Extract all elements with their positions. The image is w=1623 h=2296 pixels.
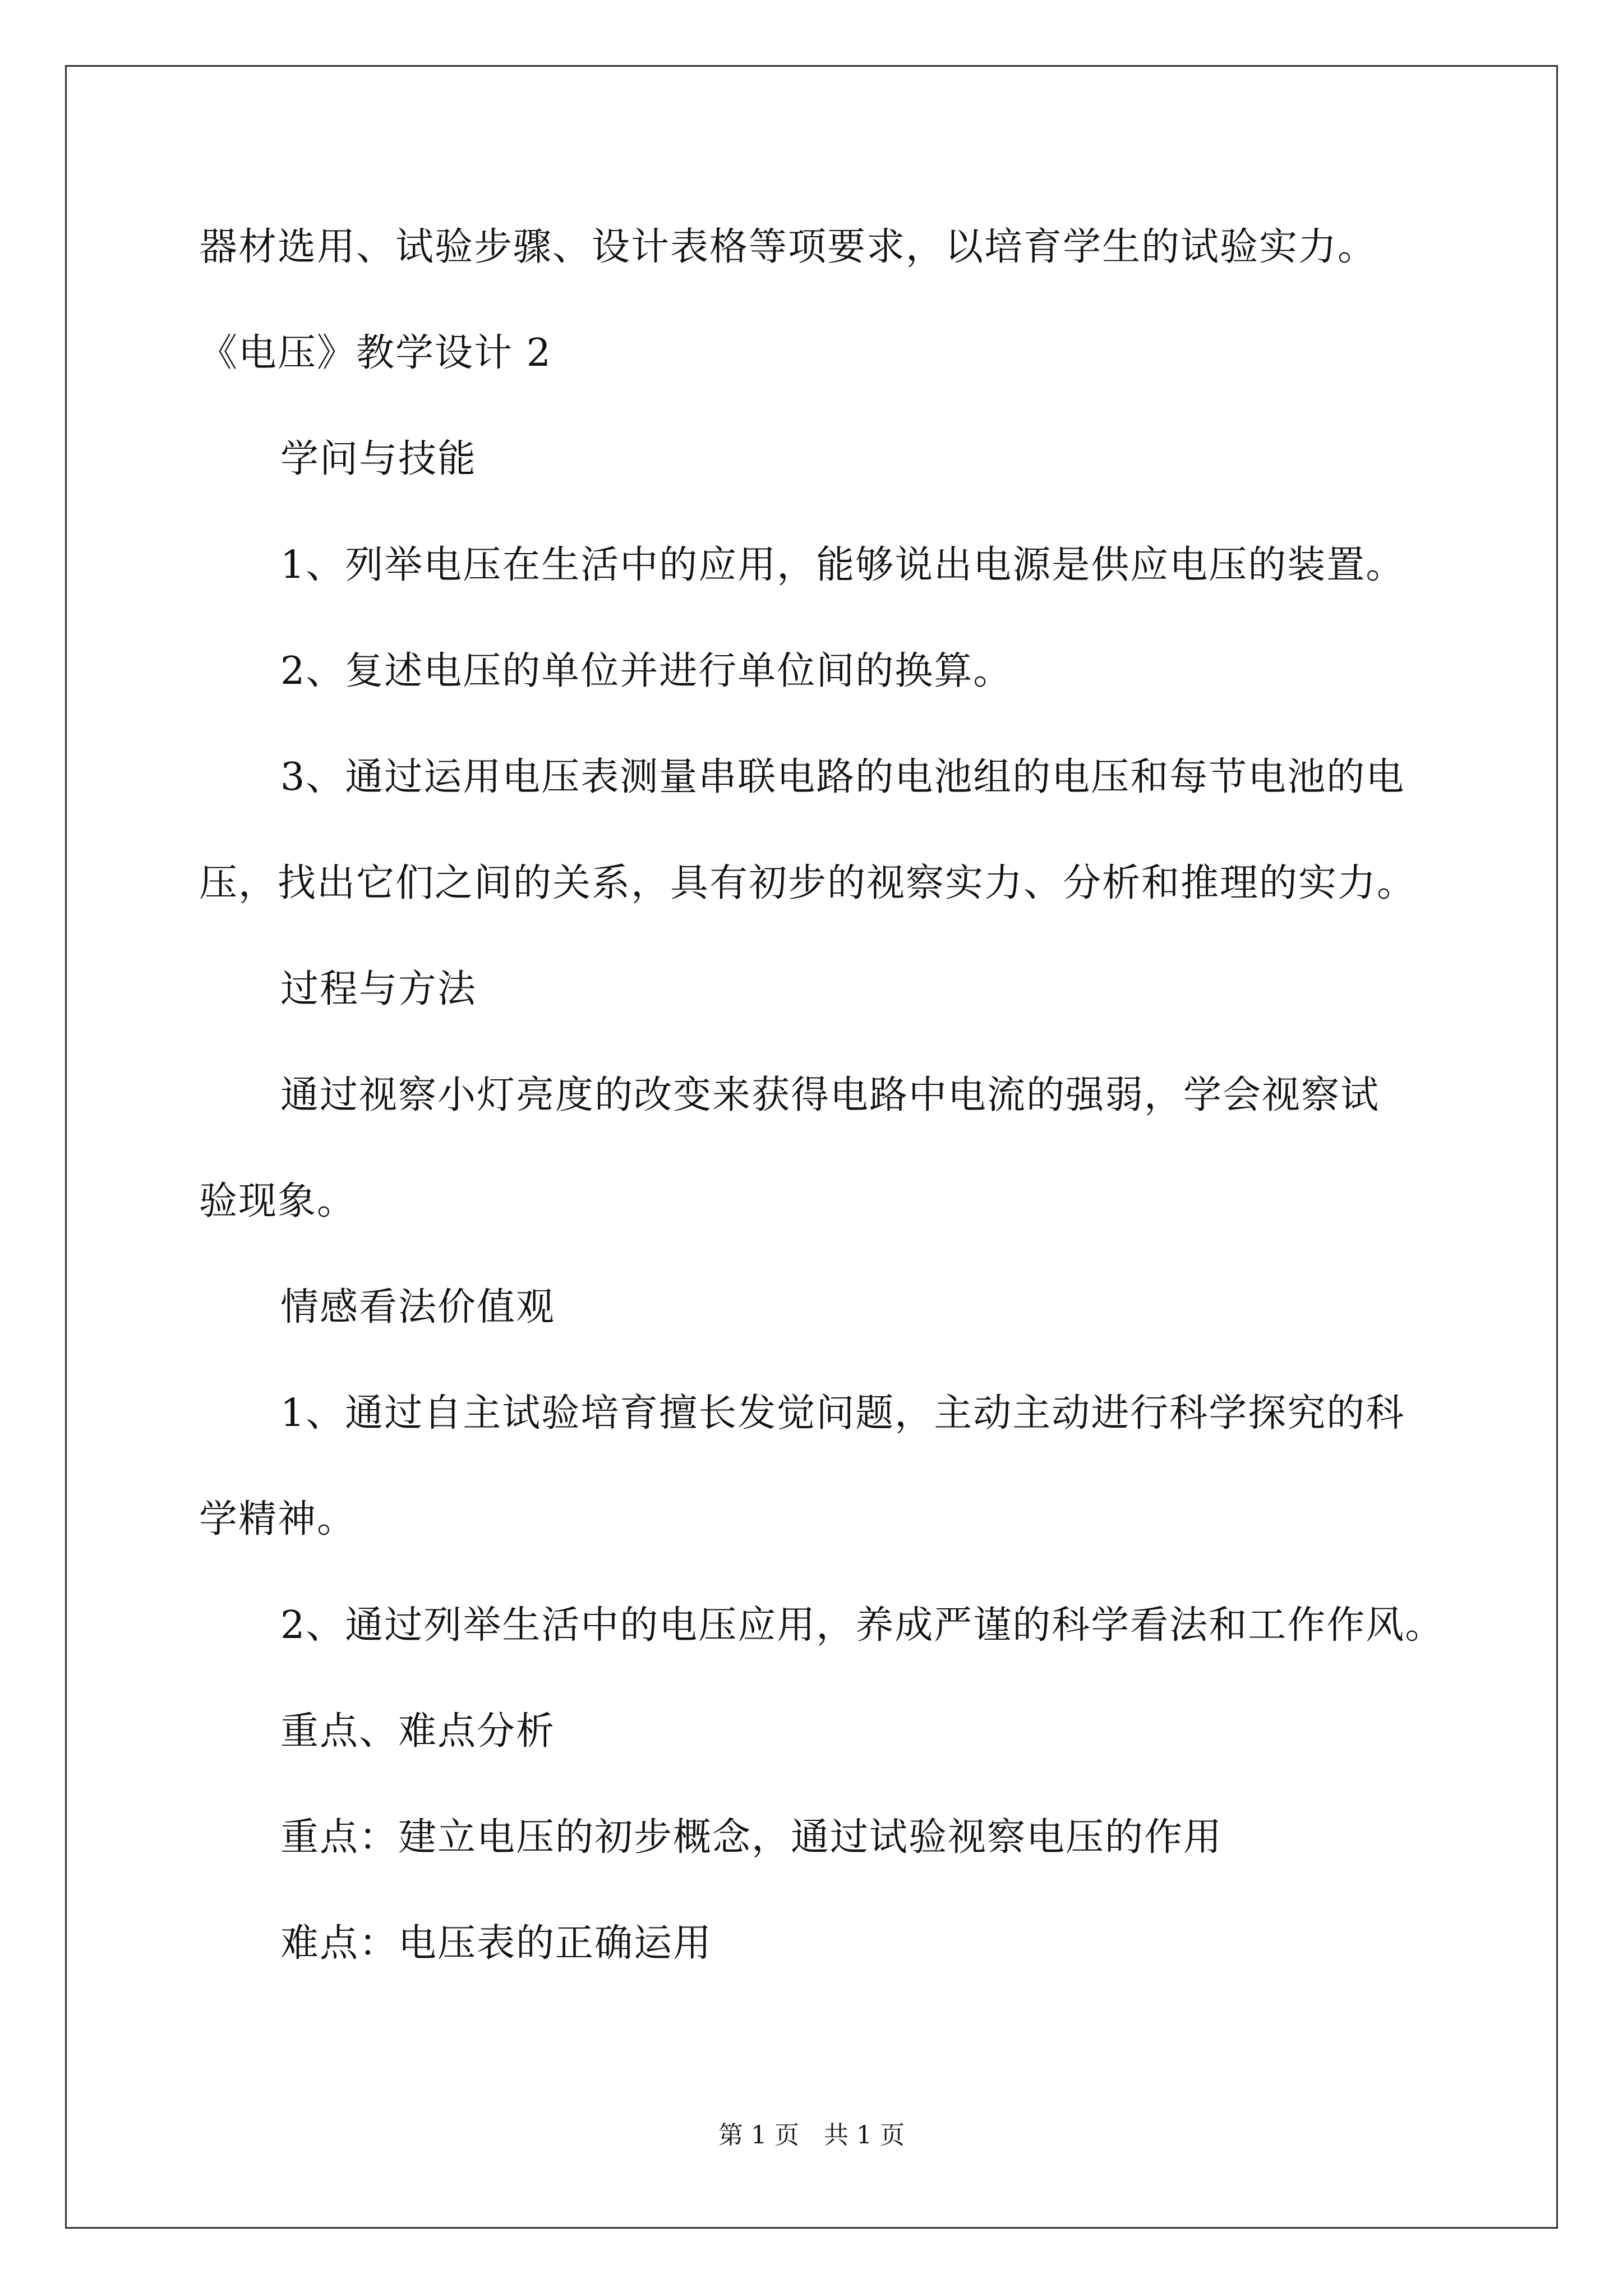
body-text-line: 重点：建立电压的初步概念，通过试验视察电压的作用 <box>280 1815 1223 1860</box>
section-heading-values: 情感看法价值观 <box>280 1285 556 1329</box>
body-text-line: 2、通过列举生活中的电压应用，养成严谨的科学看法和工作作风。 <box>280 1603 1445 1648</box>
body-text-line: 难点：电压表的正确运用 <box>280 1921 713 1966</box>
section-heading-process-methods: 过程与方法 <box>280 967 477 1011</box>
section-title: 《电压》教学设计 2 <box>199 331 552 375</box>
body-text-line: 1、通过自主试验培育擅长发觉问题，主动主动进行科学探究的科 <box>280 1391 1405 1435</box>
body-text-line: 2、复述电压的单位并进行单位间的换算。 <box>280 649 1013 693</box>
body-text-line: 压，找出它们之间的关系，具有初步的视察实力、分析和推理的实力。 <box>199 861 1417 905</box>
body-text-line: 1、列举电压在生活中的应用，能够说出电源是供应电压的装置。 <box>280 543 1405 587</box>
body-text-line: 验现象。 <box>199 1179 357 1223</box>
body-text-line: 通过视察小灯亮度的改变来获得电路中电流的强弱，学会视察试 <box>280 1073 1380 1117</box>
body-text-line: 学精神。 <box>199 1497 357 1542</box>
body-text-line: 器材选用、试验步骤、设计表格等项要求，以培育学生的试验实力。 <box>199 225 1377 269</box>
page-border <box>65 65 1558 2229</box>
section-heading-knowledge-skills: 学问与技能 <box>280 437 477 481</box>
section-heading-key-points: 重点、难点分析 <box>280 1709 556 1754</box>
page-footer: 第 1 页 共 1 页 <box>718 2121 905 2150</box>
body-text-line: 3、通过运用电压表测量串联电路的电池组的电压和每节电池的电 <box>280 755 1405 799</box>
